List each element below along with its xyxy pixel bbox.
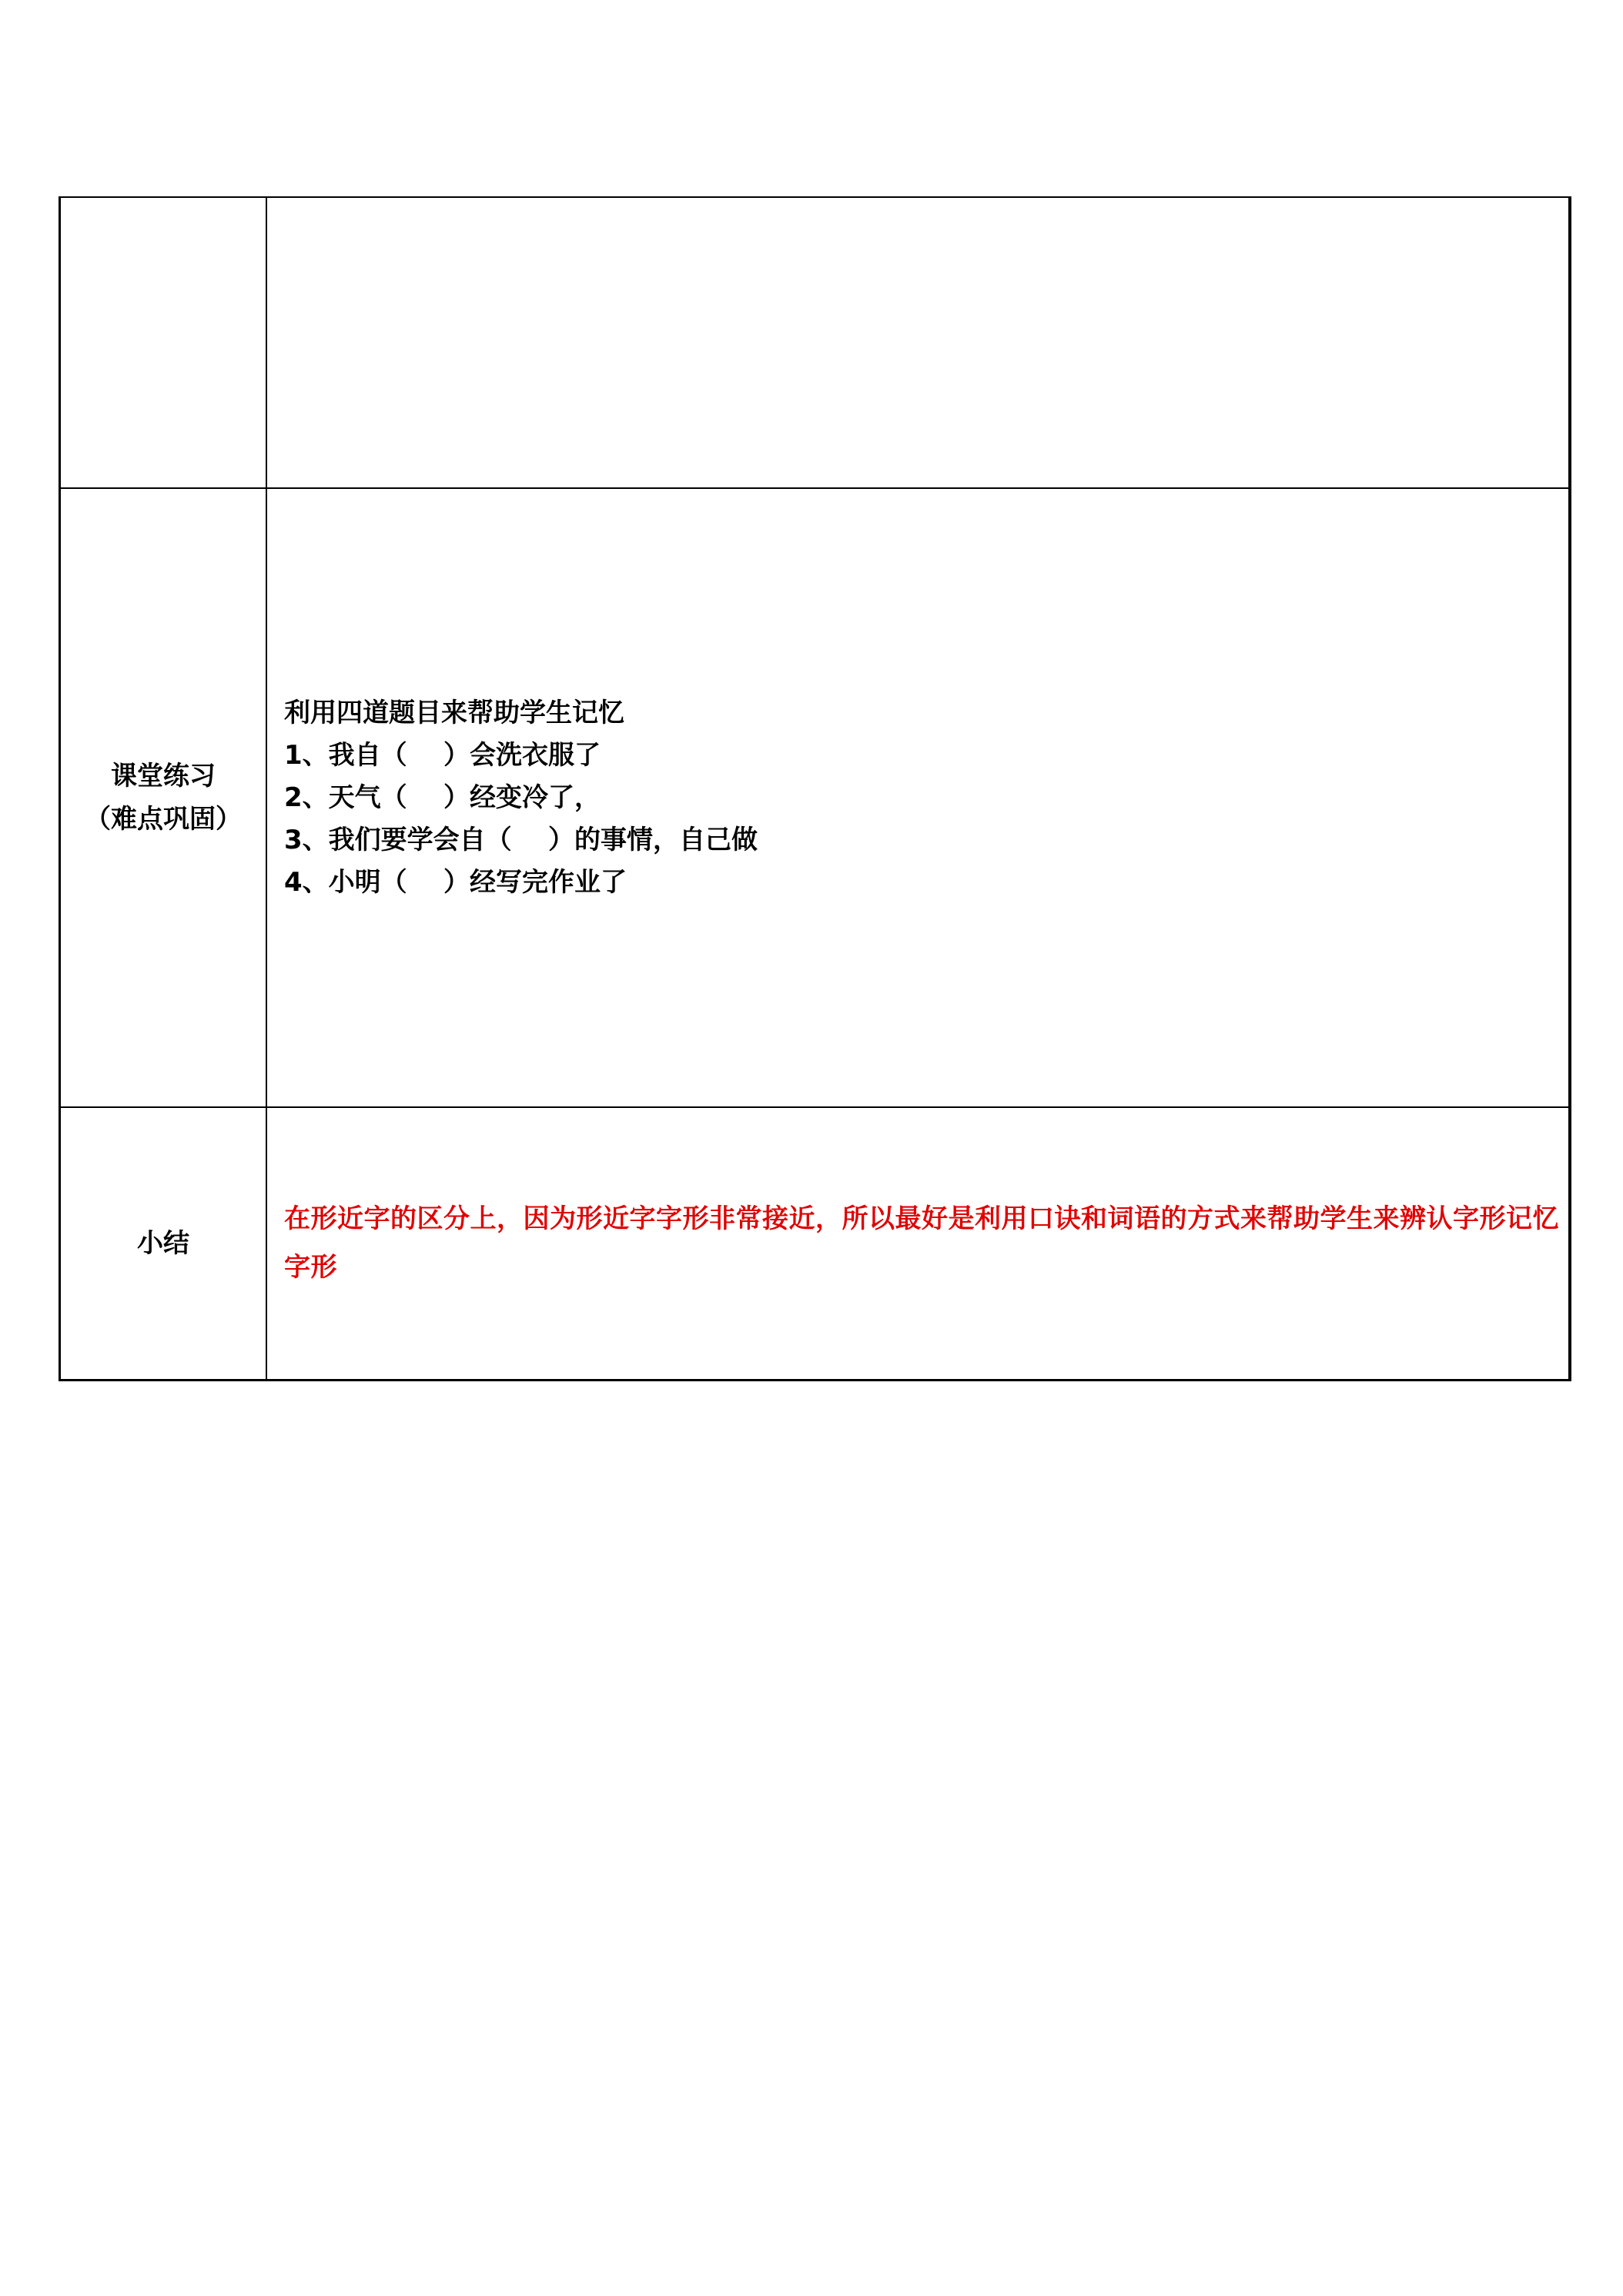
table-row	[60, 488, 1571, 1107]
exercise-question-2: 2、天气（ ）经变冷了，	[284, 782, 601, 813]
row-content-summary	[266, 1107, 1570, 1380]
lesson-plan-table	[59, 196, 1571, 1381]
exercise-question-4: 4、小明（ ）经写完作业了	[284, 866, 627, 898]
exercise-question-1: 1、我自（ ）会洗衣服了	[284, 739, 601, 771]
row-label-exercise	[60, 488, 267, 1107]
row-label-summary	[60, 1107, 267, 1380]
row-content-empty	[266, 197, 1570, 488]
label-exercise-subtitle: （难点巩固）	[85, 804, 242, 835]
exercise-question-3: 3、我们要学会自（ ）的事情，自己做	[284, 824, 758, 855]
label-exercise-title: 课堂练习	[111, 761, 216, 792]
row-label-empty	[60, 197, 267, 488]
table-row	[60, 197, 1571, 488]
summary-text: 在形近字的区分上，因为形近字字形非常接近，所以最好是利用口诀和词语的方式来帮助学生来辨认字形记忆字形	[284, 1203, 1559, 1283]
table-row	[60, 1107, 1571, 1380]
label-summary: 小结	[137, 1227, 189, 1259]
row-content-exercise	[266, 488, 1570, 1107]
exercise-intro: 利用四道题目来帮助学生记忆	[284, 697, 624, 728]
